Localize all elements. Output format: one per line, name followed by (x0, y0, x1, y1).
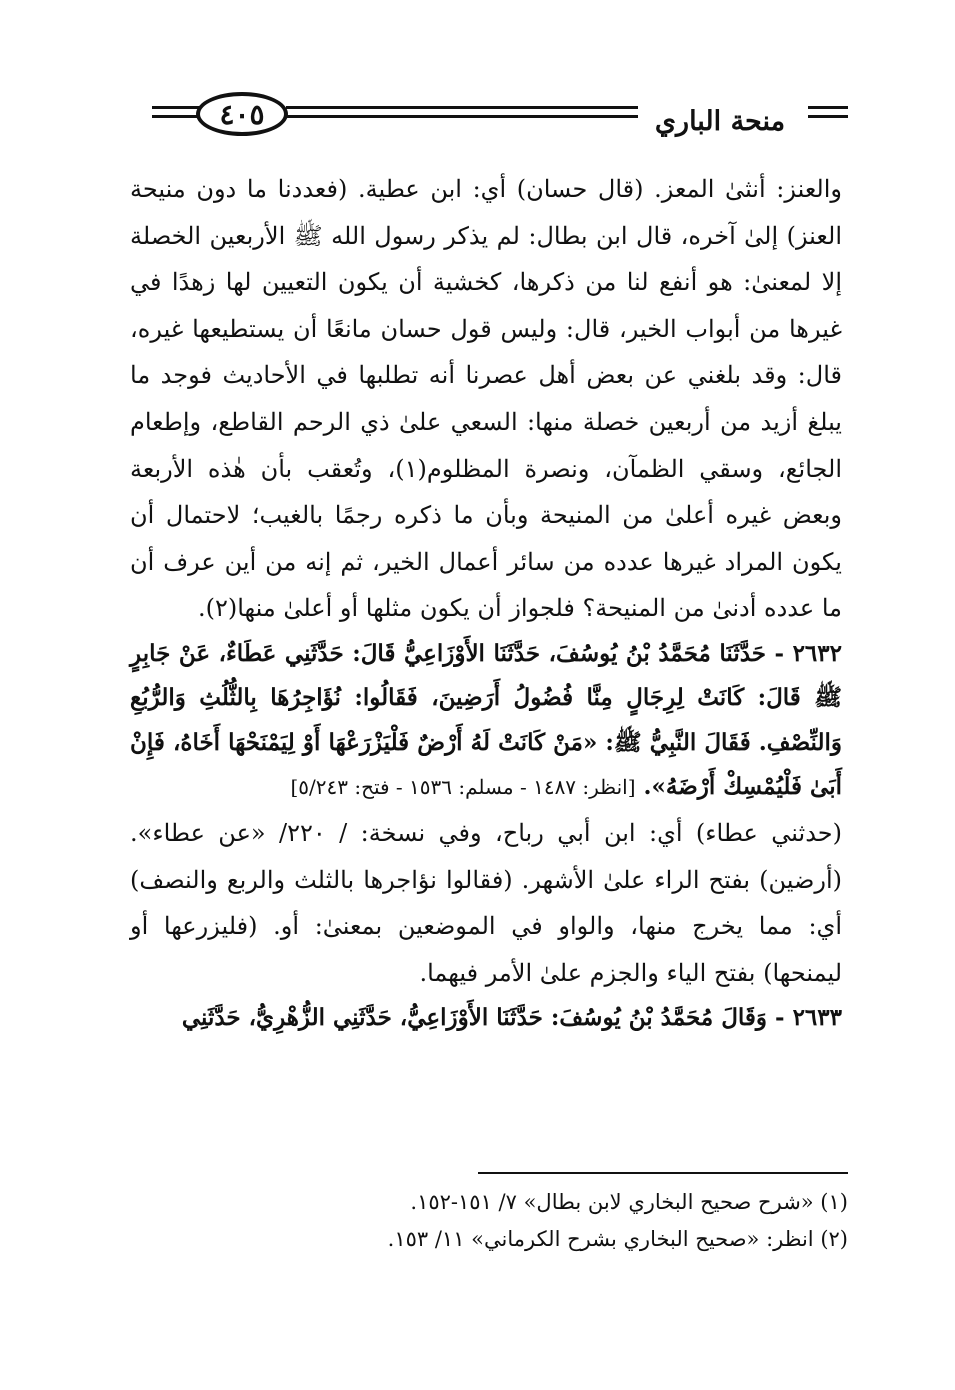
main-text (130, 166, 842, 1041)
hadith-2632-text: ٢٦٣٢ - حَدَّثَنَا مُحَمَّدُ بْنُ يُوسُفَ، حَدَّثَنَا الأَوْزَاعِيُّ قَالَ: حَدَّثَنِي عَطَاءٌ، عَنْ جَابِرٍ ﷺ قَالَ: كَانَتْ لِرِجَالٍ مِنَّا فُضُولُ أَرَضِينَ، فَقَالُوا: نُؤَاجِرُهَا بِالثُّلُثِ وَالرُّبُعِ وَالنِّصْفِ. فَقَالَ النَّبِيُّ ﷺ: «مَنْ كَانَتْ لَهُ أَرْضٌ فَلْيَزْرَعْهَا أَوْ لِيَمْنَحْهَا أَخَاهُ، فَإِنْ أَبَىٰ فَلْيُمْسِكْ أَرْضَهُ». (130, 639, 842, 801)
hadith-2632 (130, 632, 842, 810)
header-rule-middle (286, 106, 638, 124)
page-header (0, 0, 955, 150)
header-rule-right (808, 106, 848, 124)
hadith-2632-reference: [انظر: ١٤٨٧ - مسلم: ١٥٣٦ - فتح: ٥/٢٤٣] (290, 775, 636, 800)
page-number: ٤٠٥ (196, 92, 288, 136)
commentary-paragraph-1: والعنز: أنثىٰ المعز. (قال حسان) أي: ابن عطية. (فعددنا ما دون منيحة العنز) إلىٰ آخره، قال ابن بطال: لم يذكر رسول الله ﷺ الأربعين الخصلة إلا لمعنىٰ: هو أنفع لنا من ذكرها، كخشية أن يكون التعيين لها زهدًا في غيرها من أبواب الخير، قال: وليس قول حسان مانعًا أن يستطيعها غيره، قال: وقد بلغني عن بعض أهل عصرنا أنه تطلبها في الأحاديث فوجد ما يبلغ أزيد من أربعين خصلة منها: السعي علىٰ ذي الرحم القاطع، وإطعام الجائع، وسقي الظمآن، ونصرة المظلوم(١)، وتُعقب بأن هٰذه الأربعة وبعض غيره أعلىٰ من المنيحة وبأن ما ذكره رجمًا بالغيب؛ لاحتمال أن يكون المراد غيرها عدده من سائر أعمال الخير، ثم إنه من أين عرف أن ما عدده أدنىٰ من المنيحة؟ فلجواز أن يكون مثلها أو أعلىٰ منها(٢). (130, 175, 842, 623)
running-title: منحة الباري (654, 106, 786, 137)
commentary-paragraph-2: (حدثني عطاء) أي: ابن أبي رباح، وفي نسخة: / ٢٢٠/ «عن عطاء». (أرضين) بفتح الراء علىٰ الأشهر. (فقالوا نؤاجرها بالثلث والربع والنصف) أي: مما يخرج منها، والواو في الموضعين بمعنىٰ: أو. (فليزرعها أو ليمنحها) بفتح الياء والجزم علىٰ الأمر فيهما. (130, 818, 842, 987)
footnotes (300, 1184, 848, 1258)
footnote-1: (١) «شرح صحيح البخاري لابن بطال» ٧/ ١٥١-١٥٢. (410, 1190, 848, 1214)
hadith-2633: ٢٦٣٣ - وَقَالَ مُحَمَّدُ بْنُ يُوسُفَ: حَدَّثَنَا الأَوْزَاعِيُّ، حَدَّثَنِي الزُّهْرِيُّ، حَدَّثَنِي (181, 1004, 842, 1032)
footnote-separator (478, 1172, 848, 1174)
header-rule-left (152, 106, 200, 124)
footnote-2: (٢) انظر: «صحيح البخاري بشرح الكرماني» ١١/ ١٥٣. (387, 1227, 848, 1251)
